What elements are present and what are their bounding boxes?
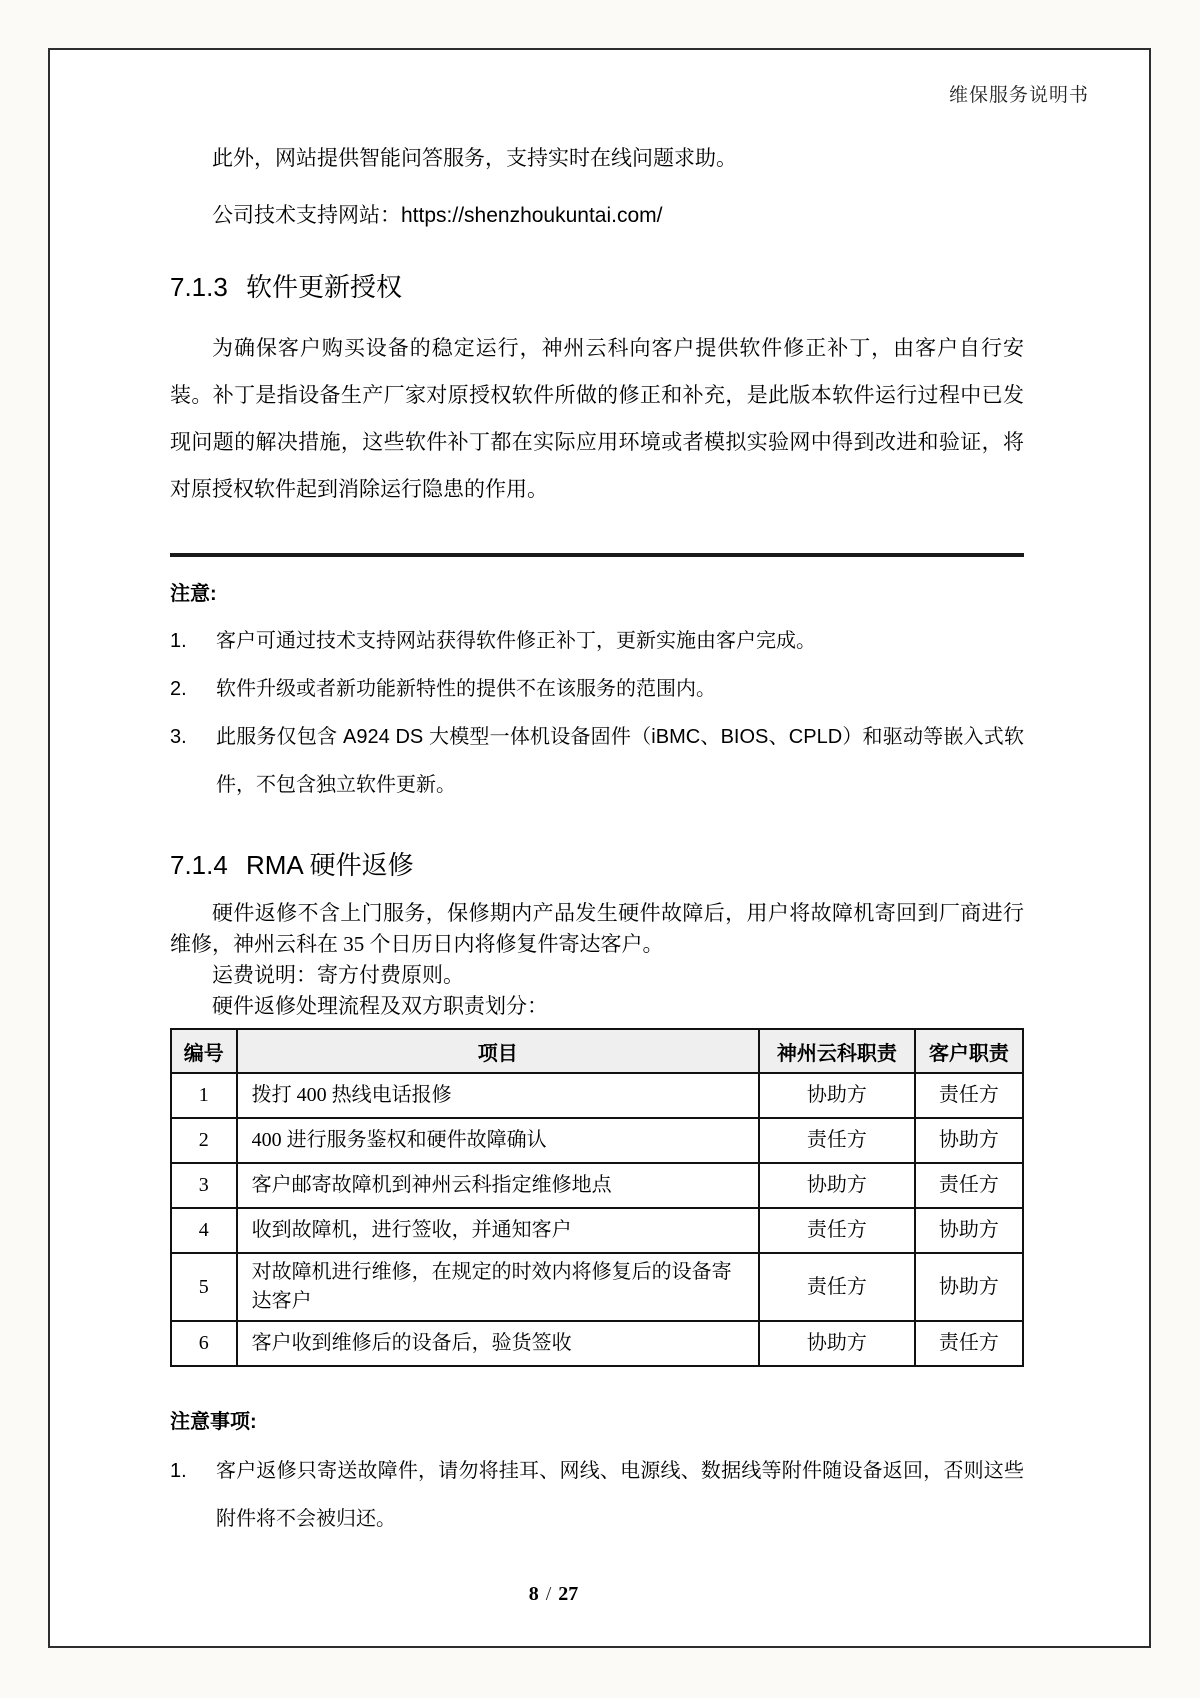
document-page <box>48 48 1151 1648</box>
notice-item-text: 软件升级或者新功能新特性的提供不在该服务的范围内。 <box>216 678 716 701</box>
header-title: 维保服务说明书 <box>948 85 1089 106</box>
cell-number: 4 <box>171 1208 237 1253</box>
section-7-1-4-title: RMA 硬件返修 <box>246 850 414 881</box>
page-number-separator: / <box>545 1583 552 1605</box>
rma-paragraph: 硬件返修不含上门服务，保修期内产品发生硬件故障后，用户将故障机寄回到厂商进行维修，神州云科在 35 个日历日内将修复件寄达客户。 <box>170 900 1024 956</box>
notice-list <box>170 617 1024 809</box>
cell-item: 收到故障机，进行签收，并通知客户 <box>237 1208 759 1253</box>
table-row <box>171 1208 1023 1253</box>
cell-item: 客户收到维修后的设备后，验货签收 <box>237 1321 759 1366</box>
process-intro: 硬件返修处理流程及双方职责划分： <box>212 994 548 1019</box>
table-header-cell-vendor-duty: 神州云科职责 <box>759 1029 915 1073</box>
notice-item <box>170 617 1024 665</box>
cell-customer-duty: 责任方 <box>915 1321 1023 1366</box>
rma-process-table <box>170 1028 1024 1367</box>
cell-customer-duty: 协助方 <box>915 1208 1023 1253</box>
notice-item-number: 2. <box>170 678 187 701</box>
cell-vendor-duty: 责任方 <box>759 1208 915 1253</box>
intro-paragraph-1: 此外，网站提供智能问答服务，支持实时在线问题求助。 <box>212 147 737 170</box>
cell-vendor-duty: 协助方 <box>759 1163 915 1208</box>
cell-vendor-duty: 协助方 <box>759 1073 915 1118</box>
page-footer <box>50 1583 1057 1606</box>
table-header-cell-item: 项目 <box>237 1029 759 1073</box>
table-row <box>171 1118 1023 1163</box>
cell-vendor-duty: 责任方 <box>759 1253 915 1321</box>
note-item-text: 客户返修只寄送故障件，请勿将挂耳、网线、电源线、数据线等附件随设备返回，否则这些附件将不会被归还。 <box>216 1460 1024 1531</box>
notes-list <box>170 1447 1024 1543</box>
table-header-row <box>171 1029 1023 1073</box>
table-header-cell-number: 编号 <box>171 1029 237 1073</box>
notice-item <box>170 665 1024 713</box>
cell-vendor-duty: 责任方 <box>759 1118 915 1163</box>
section-7-1-3-title: 软件更新授权 <box>246 271 403 302</box>
table-row <box>171 1073 1023 1118</box>
notice-item-text: 客户可通过技术支持网站获得软件修正补丁，更新实施由客户完成。 <box>216 630 816 653</box>
notes-label: 注意事项: <box>170 1411 257 1434</box>
notice-item <box>170 713 1024 809</box>
cell-item: 400 进行服务鉴权和硬件故障确认 <box>237 1118 759 1163</box>
notice-item-text: 此服务仅包含 A924 DS 大模型一体机设备固件（iBMC、BIOS、CPLD）和驱动等嵌入式软件，不包含独立软件更新。 <box>216 726 1024 797</box>
section-7-1-4-number: 7.1.4 <box>170 850 228 881</box>
cell-number: 6 <box>171 1321 237 1366</box>
note-item-number: 1. <box>170 1460 187 1483</box>
section-7-1-3-body: 为确保客户购买设备的稳定运行，神州云科向客户提供软件修正补丁，由客户自行安装。补丁是指设备生产厂家对原授权软件所做的修正和补充，是此版本软件运行过程中已发现问题的解决措施，这些软件补丁都在实际应用环境或者模拟实验网中得到改进和验证，将对原授权软件起到消除运行隐患的作用。 <box>170 337 1024 502</box>
section-7-1-3-number: 7.1.3 <box>170 271 228 302</box>
notice-label: 注意: <box>170 583 217 606</box>
cell-number: 5 <box>171 1253 237 1321</box>
notice-item-number: 3. <box>170 726 187 749</box>
cell-customer-duty: 责任方 <box>915 1073 1023 1118</box>
table-row <box>171 1253 1023 1321</box>
table-header-cell-customer-duty: 客户职责 <box>915 1029 1023 1073</box>
document-content <box>50 50 1149 1543</box>
cell-number: 2 <box>171 1118 237 1163</box>
table-row <box>171 1163 1023 1208</box>
notice-divider <box>170 553 1024 557</box>
page-number-current: 8 <box>528 1583 539 1605</box>
cell-vendor-duty: 协助方 <box>759 1321 915 1366</box>
document-header <box>949 80 1089 107</box>
cell-customer-duty: 协助方 <box>915 1118 1023 1163</box>
cell-number: 3 <box>171 1163 237 1208</box>
rma-text-block <box>170 898 1024 1022</box>
cell-customer-duty: 协助方 <box>915 1253 1023 1321</box>
cell-item: 对故障机进行维修，在规定的时效内将修复后的设备寄达客户 <box>237 1253 759 1321</box>
notice-item-number: 1. <box>170 630 187 653</box>
cell-number: 1 <box>171 1073 237 1118</box>
shipping-note: 运费说明：寄方付费原则。 <box>212 962 464 987</box>
intro-paragraph-2: 公司技术支持网站：https://shenzhoukuntai.com/ <box>212 204 663 228</box>
cell-customer-duty: 责任方 <box>915 1163 1023 1208</box>
cell-item: 拨打 400 热线电话报修 <box>237 1073 759 1118</box>
note-item <box>170 1447 1024 1543</box>
cell-item: 客户邮寄故障机到神州云科指定维修地点 <box>237 1163 759 1208</box>
section-7-1-3-heading <box>170 271 1024 304</box>
table-row <box>171 1321 1023 1366</box>
section-7-1-4-heading <box>170 849 1024 882</box>
page-number-total: 27 <box>558 1583 579 1605</box>
